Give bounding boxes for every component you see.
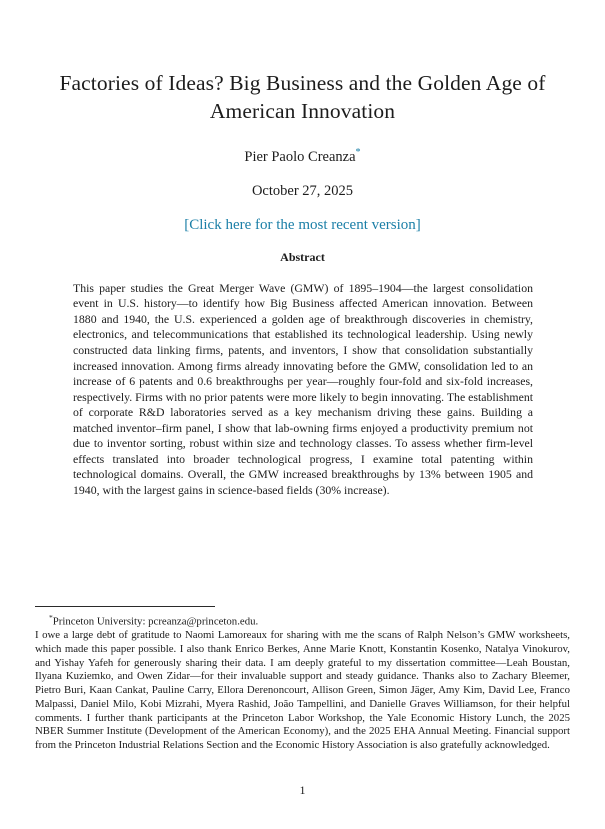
recent-version-link[interactable]: [Click here for the most recent version] xyxy=(184,217,421,233)
author-line xyxy=(0,147,605,166)
author-name: Pier Paolo Creanza xyxy=(244,148,356,165)
footnote-acknowledgments: I owe a large debt of gratitude to Naomi Lamoreaux for sharing with me the scans of Ralph Nelson’s GMW worksheets, which made this paper possible. I also thank Enrico Berkes, Anne Marie Knott, Konstantin Kosenko, Natalya Vinokurov, and Yishay Yafeh for generously sharing their data. I am deeply grateful to my dissertation committee—Leah Boustan, Ilyana Kuziemko, and Owen Zidar—for their invaluable support and steady guidance. Thanks also to Zachary Bleemer, Pietro Buri, Kaan Cankat, Pauline Carry, Ellora Derenoncourt, Allison Green, Simon Jäger, Amy Kim, David Lee, Franco Malpassi, Daniel Milo, Kobi Mizrahi, Myera Rashid, João Tampellini, and Danielle Graves Williamson, for their helpful comments. I further thank participants at the Princeton Labor Workshop, the Yale Economic History Lunch, the 2025 NBER Summer Institute (Development of the American Economy), and the 2025 EHA Annual Meeting. Financial support from the Princeton Industrial Relations Section and the Economic History Association is also gratefully acknowledged. xyxy=(35,629,570,751)
footnote-rule xyxy=(35,606,215,607)
abstract-heading: Abstract xyxy=(280,250,325,264)
version-link-line xyxy=(0,217,605,234)
paper-date: October 27, 2025 xyxy=(251,183,354,199)
abstract-text: This paper studies the Great Merger Wave (GMW) of 1895–1904—the largest consolidation event in U.S. history—to identify how Big Business affected American innovation. Between 1880 and 1940, the U.S. experienced a golden age of breakthrough discoveries in chemistry, electronics, and telecommunications that established its technological leadership. Using newly constructed data linking firms, patents, and inventors, I show that consolidation substantially increased innovation. Among firms already innovating before the GMW, consolidation led to an increase of 6 patents and 0.6 breakthroughs per year—roughly four-fold and six-fold increases, respectively. Firms with no prior patents were more likely to begin innovating. The establishment of corporate R&D laboratories served as a key mechanism driving these gains. Building a matched inventor–firm panel, I show that lab-owning firms enjoyed a productivity premium not due to inventor sorting, robust within size and technology classes. To assess whether firm-level effects translated into broader technological progress, I examine total patenting within technological domains. Overall, the GMW increased breakthroughs by 13% between 1905 and 1940, with the largest gains in science-based fields (30% increase). xyxy=(73,280,533,497)
footnote-affiliation-line xyxy=(35,611,570,629)
author-footnote-marker[interactable]: * xyxy=(355,147,361,158)
footnote-block xyxy=(35,611,570,753)
footnote-marker: * xyxy=(49,613,53,622)
page-number: 1 xyxy=(299,783,306,797)
footnote-affiliation: Princeton University: pcreanza@princeton.edu. xyxy=(52,615,259,628)
paper-title: Factories of Ideas? Big Business and the Golden Age of American Innovation xyxy=(59,71,546,123)
